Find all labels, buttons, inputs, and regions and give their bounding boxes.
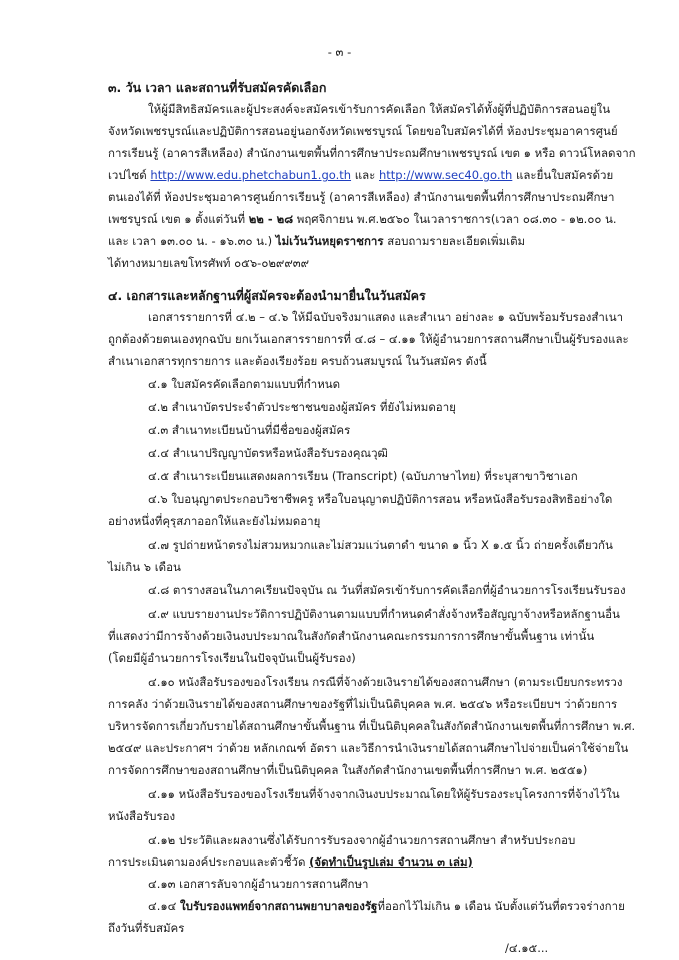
list-item-4-12: ๔.๑๒ ประวัติและผลงานซึ่งได้รับการรับรองจากผู้อำนวยการสถานศึกษา สำหรับประกอบ — [148, 833, 576, 847]
section-4-intro-2: ถูกต้องด้วยตนเองทุกฉบับ ยกเว้นเอกสารรายการที่ ๔.๘ – ๔.๑๑ ให้ผู้อำนวยการสถานศึกษาเป็นผู้รับรองและ — [108, 332, 629, 346]
inquiry-text: สอบถามรายละเอียดเพิ่มเติม — [383, 234, 526, 248]
list-item-4-14 — [148, 898, 625, 914]
list-item-4-10-cont-2: บริหารจัดการเกี่ยวกับรายได้สถานศึกษาขั้นพื้นฐาน ที่เป็นนิติบุคคลในสังกัดสำนักงานเขตพื้นที่การศึกษา พ.ศ. — [108, 719, 636, 733]
section-3-line-7 — [108, 233, 525, 249]
list-item-4-9-cont-1: ที่แสดงว่ามีการจ้างด้วยเงินงบประมาณในสังกัดสำนักงานคณะกรรมการการศึกษาขั้นพื้นฐาน เท่านั้น — [108, 629, 595, 643]
list-item-4-13: ๔.๑๓ เอกสารลับจากผู้อำนวยการสถานศึกษา — [148, 877, 369, 891]
list-item-4-7: ๔.๗ รูปถ่ายหน้าตรงไม่สวมหมวกและไม่สวมแว่นตาดำ ขนาด ๑ นิ้ว X ๑.๕ นิ้ว ถ่ายครั้งเดียวกัน — [148, 538, 613, 552]
afternoon-hours: และ เวลา ๑๓.๐๐ น. - ๑๖.๓๐ น.) — [108, 234, 276, 248]
list-item-4-6-cont: อย่างหนึ่งที่คุรุสภาออกให้และยังไม่หมดอายุ — [108, 514, 321, 528]
section-4-intro-3: สำเนาเอกสารทุกรายการ และต้องเรียงร้อย ครบถ้วนสมบูรณ์ ในวันสมัคร ดังนี้ — [108, 354, 487, 368]
list-item-4-5: ๔.๕ สำเนาระเบียนแสดงผลการเรียน (Transcript) (ฉบับภาษาไทย) ที่ระบุสาขาวิชาเอก — [148, 469, 578, 483]
evaluation-text: การประเมินตามองค์ประกอบและตัวชี้วัด — [108, 855, 310, 869]
section-3-line-4 — [108, 167, 613, 183]
edu-phetchabun1-link[interactable]: http://www.edu.phetchabun1.go.th — [150, 168, 352, 182]
list-item-4-12-cont — [108, 854, 473, 870]
list-item-4-4: ๔.๔ สำเนาปริญญาบัตรหรือหนังสือรับรองคุณวุฒิ — [148, 446, 388, 460]
list-item-4-8: ๔.๘ ตารางสอนในภาคเรียนปัจจุบัน ณ วันที่สมัครเข้ารับการคัดเลือกที่ผู้อำนวยการโรงเรียนรับรอง — [148, 583, 626, 597]
list-item-4-1: ๔.๑ ใบสมัครคัดเลือกตามแบบที่กำหนด — [148, 377, 341, 391]
next-page-marker: /๔.๑๕... — [505, 941, 549, 955]
phone-number: ได้ทางหมายเลขโทรศัพท์ ๐๕๖-๐๒๙๙๓๙ — [108, 256, 310, 270]
list-item-4-11-cont: หนังสือรับรอง — [108, 809, 176, 823]
no-holiday-notice: ไม่เว้นวันหยุดราชการ — [275, 234, 384, 248]
section-3-line-5: ตนเองได้ที่ ห้องประชุมอาคารศูนย์การเรียนรู้ (อาคารสีเหลือง) สำนักงานเขตพื้นที่การศึกษาประถมศึกษา — [108, 190, 615, 204]
list-item-4-3: ๔.๓ สำเนาทะเบียนบ้านที่มีชื่อของผู้สมัคร — [148, 423, 351, 437]
section-3-line-6 — [108, 211, 617, 227]
page-number: - ๓ - — [327, 45, 352, 59]
list-item-4-10-cont-4: การจัดการศึกษาของสถานศึกษาที่เป็นนิติบุคคล ในสังกัดสำนักงานเขตพื้นที่การศึกษา พ.ศ. ๒๕๕๑) — [108, 763, 588, 777]
binding-requirement: (จัดทำเป็นรูปเล่ม จำนวน ๓ เล่ม) — [309, 855, 473, 869]
list-item-4-9: ๔.๙ แบบรายงานประวัติการปฏิบัติงานตามแบบที่กำหนดคำสั่งจ้างหรือสัญญาจ้างหรือหลักฐานอื่น — [148, 607, 620, 621]
date-range: ๒๒ - ๒๘ — [248, 212, 294, 226]
list-item-4-11: ๔.๑๑ หนังสือรับรองของโรงเรียนที่จ้างจากเงินงบประมาณโดยให้ผู้รับรองระบุโครงการที่จ้างไว้ใน — [148, 787, 620, 801]
website-label: เวปไซด์ — [108, 168, 151, 182]
and-text: และ — [351, 168, 379, 182]
medical-validity: ที่ออกไว้ไม่เกิน ๑ เดือน นับตั้งแต่วันที่ตรวจร่างกาย — [377, 899, 625, 913]
section-3-line-1: ให้ผู้มีสิทธิสมัครและผู้ประสงค์จะสมัครเข้ารับการคัดเลือก ให้สมัครได้ทั้งผู้ที่ปฏิบัติการสอนอยู่ใน — [148, 102, 611, 116]
list-item-4-10-cont-3: ๒๕๔๙ และประกาศฯ ว่าด้วย หลักเกณฑ์ อัตรา และวิธีการนำเงินรายได้สถานศึกษาไปจ่ายเป็นค่าใช้จ่ายใน — [108, 741, 629, 755]
medical-certificate: ใบรับรองแพทย์จากสถานพยาบาลของรัฐ — [180, 899, 378, 913]
section-3-line-3: การเรียนรู้ (อาคารสีเหลือง) สำนักงานเขตพื้นที่การศึกษาประถมศึกษาเพชรบูรณ์ เขต ๑ หรือ ดาวน์โหลดจาก — [108, 146, 636, 160]
section-3-heading: ๓. วัน เวลา และสถานที่รับสมัครคัดเลือก — [108, 80, 327, 95]
list-item-4-9-cont-2: (โดยมีผู้อำนวยการโรงเรียนในปัจจุบันเป็นผู้รับรอง) — [108, 651, 356, 665]
list-item-4-7-cont: ไม่เกิน ๖ เดือน — [108, 560, 181, 574]
list-item-4-14-cont: ถึงวันที่รับสมัคร — [108, 921, 185, 935]
section-4-intro-1: เอกสารรายการที่ ๔.๒ – ๔.๖ ให้มีฉบับจริงมาแสดง และสำเนา อย่างละ ๑ ฉบับพร้อมรับรองสำเนา — [148, 310, 624, 324]
section-4-heading: ๔. เอกสารและหลักฐานที่ผู้สมัครจะต้องนำมายื่นในวันสมัคร — [108, 288, 426, 303]
section-3-line-2: จังหวัดเพชรบูรณ์และปฏิบัติการสอนอยู่นอกจังหวัดเพชรบูรณ์ โดยขอใบสมัครได้ที่ ห้องประชุมอาคารศูนย์ — [108, 124, 618, 138]
list-item-4-10-cont-1: การคลัง ว่าด้วยเงินรายได้ของสถานศึกษาของรัฐที่ไม่เป็นนิติบุคคล พ.ศ. ๒๕๔๖ หรือระเบียบฯ ว่าด้วยการ — [108, 697, 618, 711]
date-prefix: เพชรบูรณ์ เขต ๑ ตั้งแต่วันที่ — [108, 212, 249, 226]
list-item-4-6: ๔.๖ ใบอนุญาตประกอบวิชาชีพครู หรือใบอนุญาตปฏิบัติการสอน หรือหนังสือรับรองสิทธิอย่างใด — [148, 492, 613, 506]
sec40-link[interactable]: http://www.sec40.go.th — [379, 168, 513, 182]
list-item-4-10: ๔.๑๐ หนังสือรับรองของโรงเรียน กรณีที่จ้างด้วยเงินรายได้ของสถานศึกษา (ตามระเบียบกระทรวง — [148, 675, 623, 689]
submit-text: และยื่นใบสมัครด้วย — [512, 168, 614, 182]
item-4-14-number: ๔.๑๔ — [148, 899, 181, 913]
office-hours: พฤศจิกายน พ.ศ.๒๕๖๐ ในเวลาราชการ(เวลา ๐๘.๓๐ - ๑๒.๐๐ น. — [293, 212, 617, 226]
list-item-4-2: ๔.๒ สำเนาบัตรประจำตัวประชาชนของผู้สมัคร ที่ยังไม่หมดอายุ — [148, 400, 456, 414]
